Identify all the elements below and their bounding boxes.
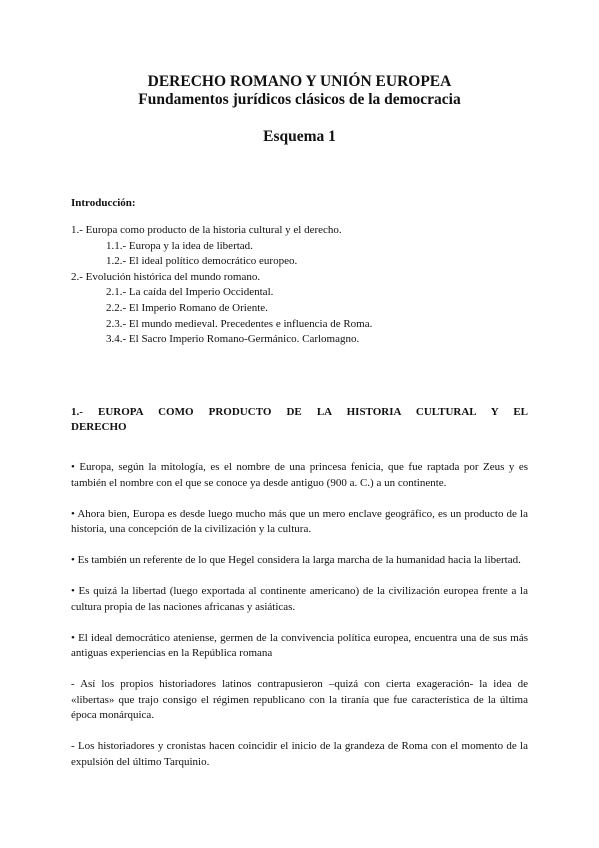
toc-subitem: 1.2.- El ideal político democrático europeo. — [106, 255, 298, 268]
toc-subitem: 3.4.- El Sacro Imperio Romano-Germánico. Carlomagno. — [106, 333, 360, 346]
paragraph: • Es quizá la libertad (luego exportada al continente americano) de la civilización europea frente a la cultura propia de las naciones africanas y asiáticas. — [71, 585, 528, 613]
table-of-contents — [71, 223, 372, 348]
paragraph: • Europa, según la mitología, es el nombre de una princesa fenicia, que fue raptada por Zeus y es también el nombre con el que se conoce ya desde antiguo (900 a. C.) a un continente. — [71, 461, 528, 489]
toc-subitem: 2.2.- El Imperio Romano de Oriente. — [106, 301, 268, 314]
document-title: DERECHO ROMANO Y UNIÓN EUROPEA — [147, 73, 452, 90]
toc-subitem: 2.1.- La caída del Imperio Occidental. — [106, 286, 274, 299]
intro-heading: Introducción: — [71, 197, 136, 209]
scheme-title: Esquema 1 — [263, 128, 336, 145]
paragraph: - Así los propios historiadores latinos contrapusieron –quizá con cierta exageración- la idea de «libertas» que trajo consigo el régimen republicano con la tiranía que fue característica de la última época monárquica. — [71, 678, 528, 721]
toc-item: 1.- Europa como producto de la historia cultural y el derecho. — [71, 224, 342, 236]
paragraph: • Es también un referente de lo que Hegel considera la larga marcha de la humanidad hacia la libertad. — [71, 554, 521, 566]
paragraph: - Los historiadores y cronistas hacen coincidir el inicio de la grandeza de Roma con el momento de la expulsión del último Tarquinio. — [71, 740, 528, 768]
toc-subitem: 2.3.- El mundo medieval. Precedentes e influencia de Roma. — [106, 317, 373, 330]
paragraph: • Ahora bien, Europa es desde luego mucho más que un mero enclave geográfico, es un producto de la historia, una concepción de la civilización y la cultura. — [71, 507, 528, 535]
toc-item: 2.- Evolución histórica del mundo romano. — [71, 270, 261, 283]
section-heading — [71, 405, 528, 434]
section-heading-line: 1.- EUROPA COMO PRODUCTO DE LA HISTORIA CULTURAL Y EL — [71, 406, 528, 418]
section-heading-line: DERECHO — [71, 420, 127, 433]
section-body — [71, 460, 528, 786]
toc-subitem: 1.1.- Europa y la idea de libertad. — [106, 239, 253, 252]
paragraph: • El ideal democrático ateniense, germen de la convivencia política europea, encuentra una de sus más antiguas experiencias en la República romana — [71, 631, 528, 659]
document-subtitle: Fundamentos jurídicos clásicos de la democracia — [138, 91, 461, 108]
